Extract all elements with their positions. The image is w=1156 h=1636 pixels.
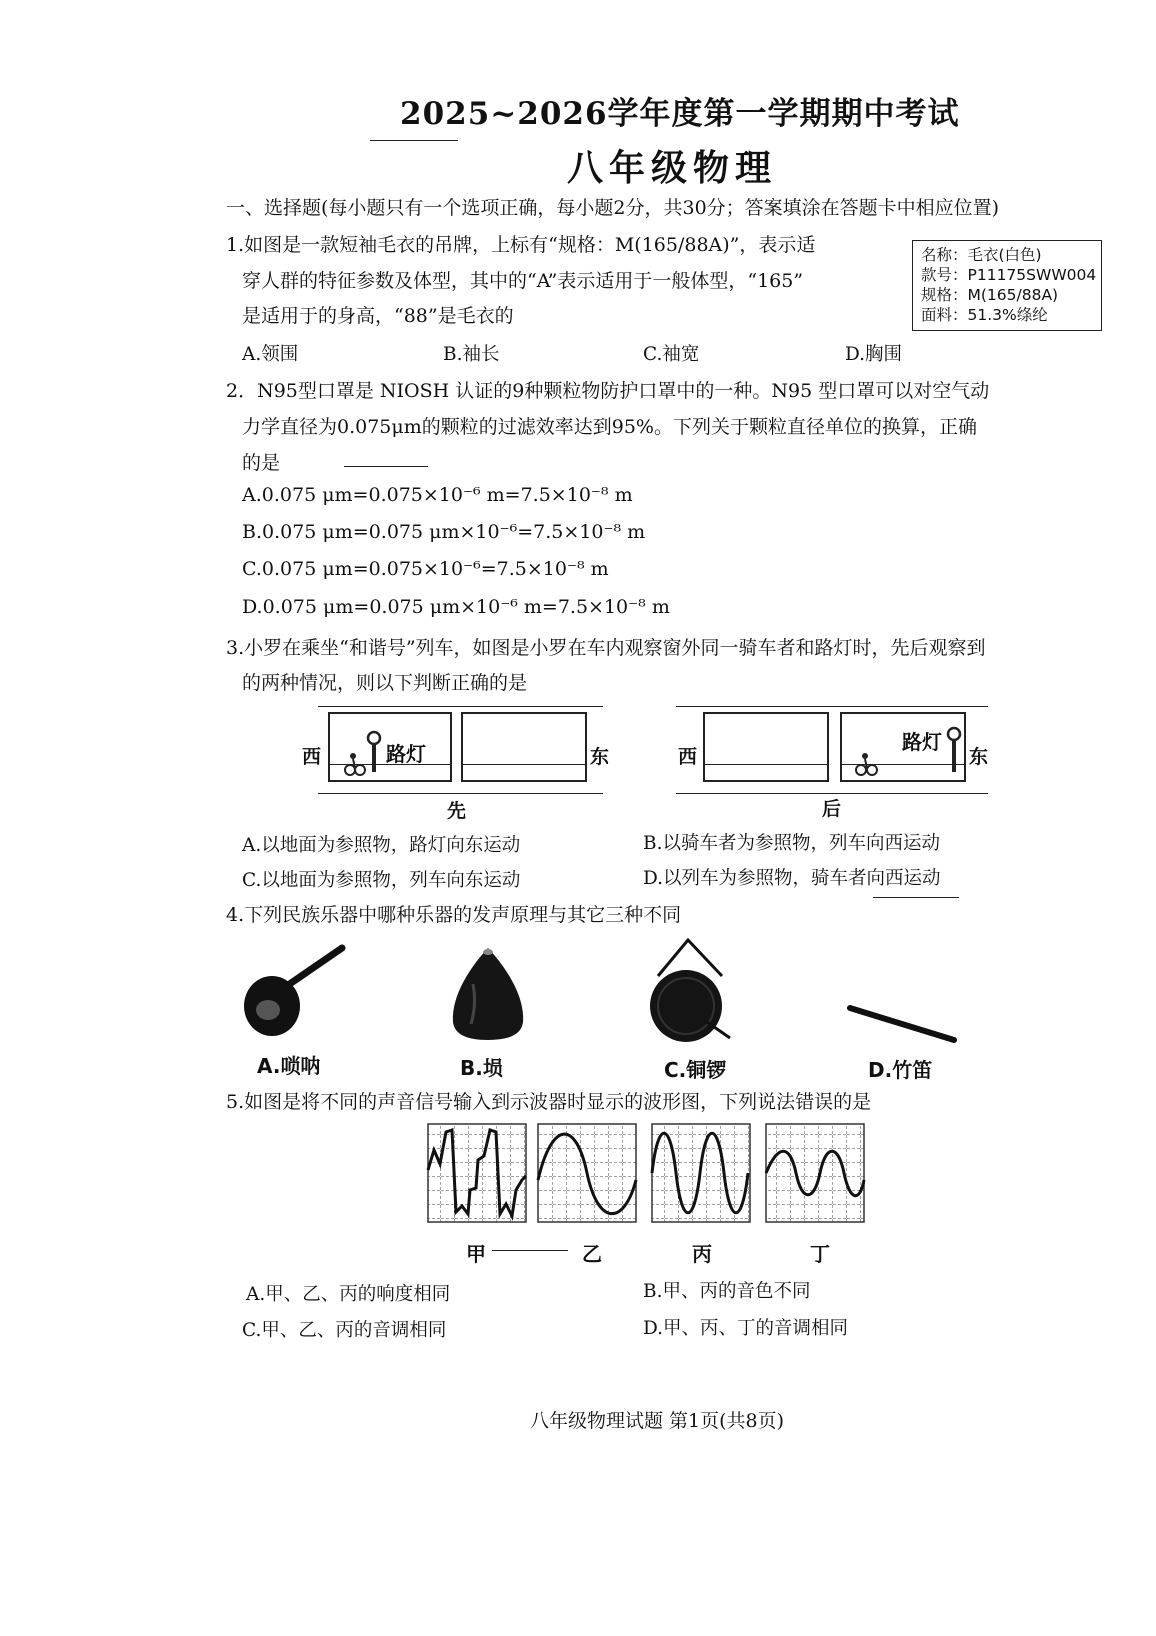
cyclist-icon — [853, 748, 883, 778]
q2-answer-blank — [344, 466, 428, 467]
lamp-label-after: 路灯 — [902, 730, 942, 754]
q3-option-c: C.以地面为参照物，列车向东运动 — [242, 870, 521, 891]
section-heading: 一、选择题(每小题只有一个选项正确，每小题2分，共30分；答案填涂在答题卡中相应位置) — [226, 197, 1000, 219]
xun-icon — [443, 944, 533, 1044]
waveform-jia — [428, 1124, 526, 1222]
q5-label-jia: 甲 — [466, 1242, 486, 1266]
tag-name: 名称：毛衣(白色) — [921, 246, 1042, 264]
q2-option-d: D.0.075 μm=0.075 μm×10⁻⁶ m=7.5×10⁻⁸ m — [242, 596, 670, 618]
page-footer: 八年级物理试题 第1页(共8页) — [530, 1410, 785, 1432]
train-window-left-after — [703, 712, 829, 782]
q5-label-yi: 乙 — [582, 1242, 602, 1266]
q1-option-a: A.领围 — [242, 344, 299, 365]
q4-caption-d: D.竹笛 — [868, 1058, 933, 1082]
exam-title: 2025~2026学年度第一学期期中考试 — [400, 96, 960, 132]
q1-line-3: 是适用于的身高，“88”是毛衣的 — [242, 305, 514, 327]
caption-before: 先 — [447, 800, 467, 822]
suona-icon — [238, 942, 348, 1042]
waveform-yi — [538, 1124, 636, 1222]
q1-option-c: C.袖宽 — [643, 344, 700, 365]
gong-icon — [638, 936, 738, 1046]
caption-after: 后 — [822, 798, 842, 820]
q1-option-b: B.袖长 — [443, 344, 500, 365]
q5-option-c: C.甲、乙、丙的音调相同 — [242, 1320, 447, 1341]
header-rule — [370, 140, 458, 141]
east-label-before: 东 — [590, 746, 610, 768]
q5-text: 5.如图是将不同的声音信号输入到示波器时显示的波形图，下列说法错误的是 — [226, 1091, 872, 1113]
oscilloscope-waveforms — [426, 1120, 876, 1230]
exam-subtitle: 八年级物理 — [567, 147, 778, 189]
q4-caption-c: C.铜锣 — [664, 1058, 727, 1082]
street-lamp-icon — [944, 726, 964, 776]
bamboo-flute-icon — [842, 1000, 962, 1048]
garment-tag — [912, 240, 1102, 331]
tag-style-number: 款号：P11175SWW004 — [921, 266, 1097, 284]
waveform-ding — [766, 1124, 864, 1222]
tag-size: 规格：M(165/88A) — [921, 286, 1059, 304]
q3-answer-blank — [873, 897, 959, 898]
lamp-label-before: 路灯 — [386, 742, 426, 766]
q1-line-2: 穿人群的特征参数及体型，其中的“A”表示适用于一般体型，“165” — [242, 270, 804, 292]
west-label-before: 西 — [302, 746, 322, 768]
waveform-bing — [652, 1124, 750, 1222]
cyclist-and-lamp-icon — [340, 728, 390, 778]
west-label-after: 西 — [678, 746, 698, 768]
east-label-after: 东 — [969, 746, 989, 768]
q2-option-c: C.0.075 μm=0.075×10⁻⁶=7.5×10⁻⁸ m — [242, 558, 609, 580]
q4-caption-b: B.埙 — [460, 1056, 503, 1080]
q2-line-2: 力学直径为0.075μm的颗粒的过滤效率达到95%。下列关于颗粒直径单位的换算，正确 — [242, 416, 977, 438]
q3-line-2: 的两种情况，则以下判断正确的是 — [242, 672, 528, 694]
q3-line-1: 3.小罗在乘坐“和谐号”列车，如图是小罗在车内观察窗外同一骑车者和路灯时，先后观察到 — [226, 637, 986, 659]
q3-option-b: B.以骑车者为参照物，列车向西运动 — [643, 833, 940, 854]
q3-option-d: D.以列车为参照物，骑车者向西运动 — [643, 868, 941, 889]
q2-line-1: 2．N95型口罩是 NIOSH 认证的9种颗粒物防护口罩中的一种。N95 型口罩可以对空气动 — [226, 380, 990, 402]
q1-option-d: D.胸围 — [845, 344, 903, 365]
q1-line-1: 1.如图是一款短袖毛衣的吊牌，上标有“规格：M(165/88A)”，表示适 — [226, 234, 816, 256]
q5-option-b: B.甲、丙的音色不同 — [643, 1281, 811, 1302]
q3-option-a: A.以地面为参照物，路灯向东运动 — [242, 835, 521, 856]
q5-option-d: D.甲、丙、丁的音调相同 — [643, 1318, 849, 1339]
q4-text: 4.下列民族乐器中哪种乐器的发声原理与其它三种不同 — [226, 904, 682, 926]
q5-label-bing: 丙 — [692, 1242, 712, 1266]
q5-option-a: A.甲、乙、丙的响度相同 — [246, 1284, 451, 1305]
tag-fabric: 面料：51.3%绦纶 — [921, 306, 1048, 324]
q2-option-a: A.0.075 μm=0.075×10⁻⁶ m=7.5×10⁻⁸ m — [242, 484, 633, 506]
train-window-right — [461, 712, 587, 782]
q2-line-3: 的是 — [242, 452, 281, 474]
q5-label-ding: 丁 — [810, 1242, 830, 1266]
q2-option-b: B.0.075 μm=0.075 μm×10⁻⁶=7.5×10⁻⁸ m — [242, 521, 646, 543]
q4-caption-a: A.唢呐 — [257, 1054, 321, 1078]
